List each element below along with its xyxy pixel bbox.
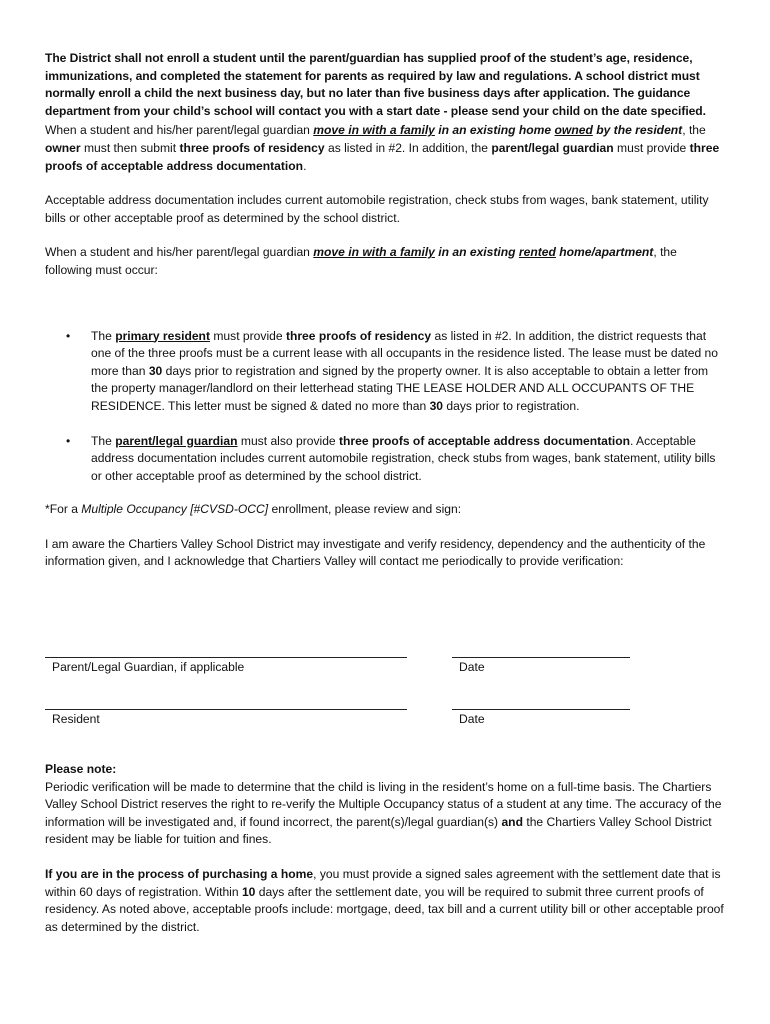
guardian-date-label: Date (459, 660, 485, 675)
please-note-paragraph: Periodic verification will be made to determine that the child is living in the resident’s home on a full-time basis. The Chartiers Valley School District reserves the right to re-verify the Multiple Occupancy status of a student at any time. The accuracy of the information will be investigated and, if found incorrect, the parent(s)/legal guardian(s) and the Chartiers Valley School District resident may be liable for tuition and fines. (45, 779, 722, 847)
resident-date-line[interactable] (452, 709, 630, 710)
intro-paragraph: The District shall not enroll a student until the parent/guardian has supplied proof of the student’s age, residence, immunizations, and completed the statement for parents as required by law and regulations. A school district must normally enroll a child the next business day, but no later than five business days after application. The guidance department from your child’s school will contact you with a start date - please send your child on the date specified. (45, 51, 706, 118)
list-item-primary-resident: • The primary resident must provide three proofs of residency as listed in #2. In addition, the district requests that one of the three proofs must be a current lease with all occupants in the residence listed. The lease must be dated no more than 30 days prior to registration and signed by the property owner. It is also acceptable to obtain a letter from the property manager/landlord on their letterhead stating THE LEASE HOLDER AND ALL OCCUPANTS OF THE RESIDENCE. This letter must be signed & dated no more than 30 days prior to registration. (66, 328, 719, 413)
requirements-list (45, 328, 727, 486)
multiple-occupancy-line: *For a Multiple Occupancy [#CVSD-OCC] enrollment, please review and sign: (45, 502, 462, 517)
acceptable-docs-paragraph: Acceptable address documentation includes current automobile registration, check stubs from wages, bank statement, utility bills or other acceptable proof as determined by the school district. (45, 193, 709, 225)
guardian-date-line[interactable] (452, 657, 630, 658)
bullet-icon: • (66, 433, 71, 448)
signature-block (45, 607, 727, 757)
acknowledgement-paragraph: I am aware the Chartiers Valley School District may investigate and verify residency, dependency and the authenticity of the information given, and I acknowledge that Chartiers Valley will contact me periodically to provide verification: (45, 536, 706, 569)
please-note-heading: Please note: (45, 762, 117, 777)
bullet-icon: • (66, 328, 71, 343)
guardian-signature-line[interactable] (45, 657, 407, 658)
owned-home-paragraph: When a student and his/her parent/legal guardian move in with a family in an existing home owned by the resident, the owner must then submit three proofs of residency as listed in #2. In addition, the parent/legal guardian must provide three proofs of acceptable address documentation. (45, 123, 720, 173)
document-page (45, 50, 727, 936)
rented-home-paragraph: When a student and his/her parent/legal guardian move in with a family in an existing rented home/apartment, the following must occur: (45, 245, 677, 277)
resident-date-label: Date (459, 712, 485, 727)
guardian-signature-label: Parent/Legal Guardian, if applicable (52, 660, 245, 675)
resident-signature-line[interactable] (45, 709, 407, 710)
purchasing-home-paragraph: If you are in the process of purchasing a home, you must provide a signed sales agreement with the settlement date that is within 60 days of registration. Within 10 days after the settlement date, you will be required to submit three current proofs of residency. As noted above, acceptable proofs include: mortgage, deed, tax bill and a current utility bill or other acceptable proof as determined by the district. (45, 867, 724, 934)
resident-signature-label: Resident (52, 712, 100, 727)
list-item-parent-guardian: • The parent/legal guardian must also provide three proofs of acceptable address documentation. Acceptable address documentation includes current automobile registration, check stubs from wages, bank statement, utility bills or other acceptable proof as determined by the school district. (66, 433, 716, 483)
